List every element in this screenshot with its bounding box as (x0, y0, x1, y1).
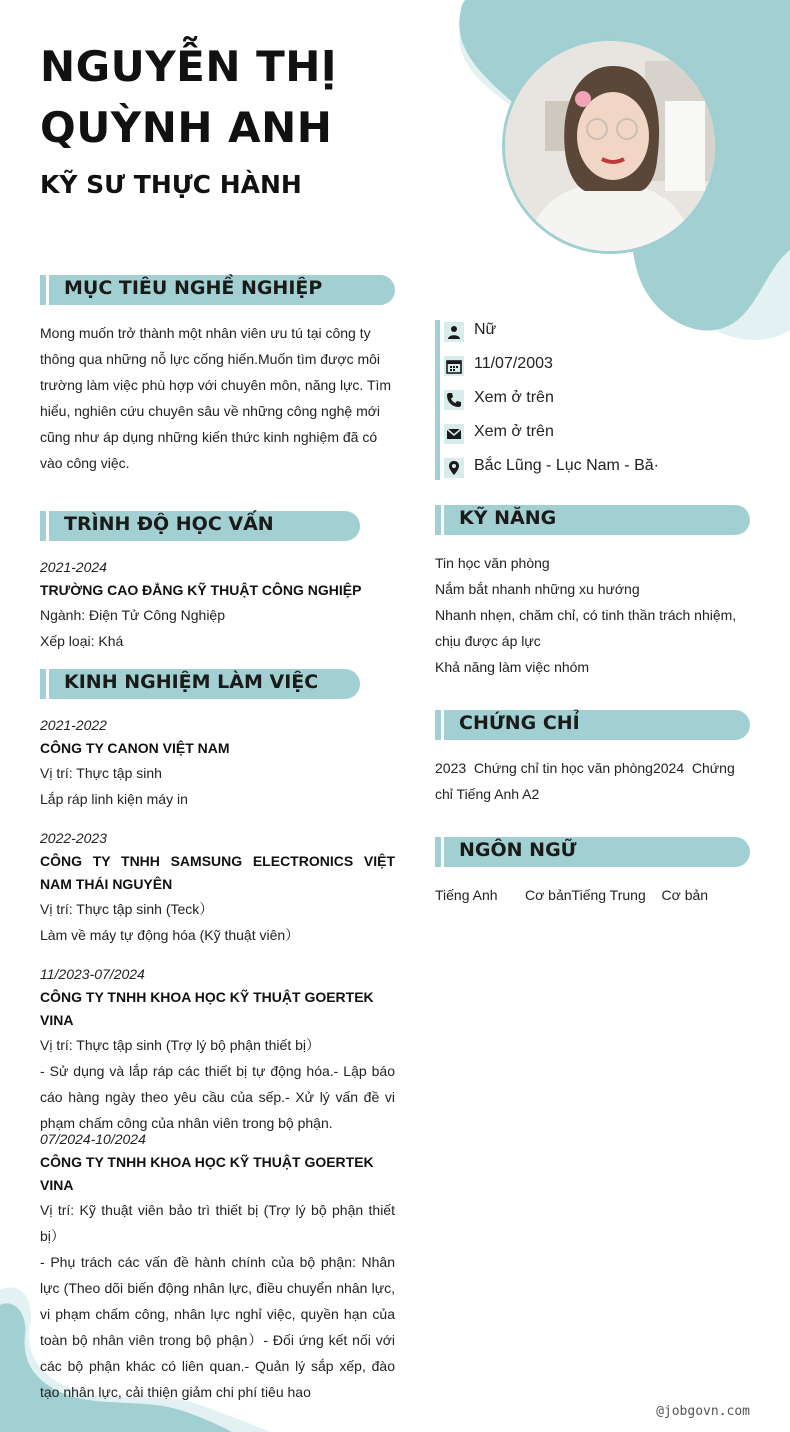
languages-heading-text: NGÔN NGỮ (459, 839, 577, 861)
language-level: Cơ bản (525, 887, 572, 903)
candidate-name (40, 36, 460, 158)
info-phone-text: Xem ở trên (474, 389, 554, 406)
watermark: @jobgovn.com (656, 1404, 750, 1419)
education-heading (40, 511, 360, 541)
skill-item: Nắm bắt nhanh những xu hướng (435, 581, 640, 597)
experience-description: - Sử dụng và lắp ráp các thiết bị tự động hóa.- Lập báo cáo hàng ngày theo yêu cầu của sếp.- Xử lý vấn đề vi phạm chấm công của nhân viên trong bộ phận. (40, 1063, 395, 1131)
user-icon (444, 322, 464, 342)
experience-entry-3 (40, 963, 395, 1136)
languages-heading (435, 837, 750, 867)
experience-company: CÔNG TY CANON VIỆT NAM (40, 740, 230, 756)
experience-heading (40, 669, 360, 699)
certificates-heading-text: CHỨNG CHỈ (459, 712, 580, 734)
location-icon (444, 458, 464, 478)
skill-item: Tin học văn phòng (435, 555, 550, 571)
name-line-2: QUỲNH ANH (40, 103, 333, 152)
name-line-1: NGUYỄN THỊ (40, 42, 338, 91)
experience-entry-2 (40, 827, 395, 948)
info-accent-bar (435, 320, 440, 480)
phone-icon (444, 390, 464, 410)
education-school: TRƯỜNG CAO ĐẲNG KỸ THUẬT CÔNG NGHIỆP (40, 582, 362, 598)
skills-heading-text: KỸ NĂNG (459, 507, 557, 529)
objective-text: Mong muốn trở thành một nhân viên ưu tú tại công ty thông qua những nỗ lực cống hiến.Muốn tìm được môi trường làm việc phù hợp với chuyên môn, năng lực. Tìm hiểu, nghiên cứu chuyên sâu về những công nghệ mới cũng như áp dụng những kiến thức kinh nghiệm đã có vào công việc. (40, 325, 392, 471)
experience-description: Lắp ráp linh kiện máy in (40, 791, 188, 807)
education-period: 2021-2024 (40, 559, 107, 575)
experience-period: 2022-2023 (40, 830, 107, 846)
experience-heading-text: KINH NGHIỆM LÀM VIỆC (64, 671, 319, 693)
calendar-icon (444, 356, 464, 376)
info-gender-text: Nữ (474, 321, 497, 338)
education-grade: Xếp loại: Khá (40, 633, 124, 649)
experience-description: Làm về máy tự động hóa (Kỹ thuật viên） (40, 927, 300, 943)
skills-list (435, 550, 750, 680)
objective-heading-text: MỤC TIÊU NGHỀ NGHIỆP (64, 277, 323, 299)
experience-period: 2021-2022 (40, 717, 107, 733)
languages-row (435, 882, 750, 908)
certificates-heading (435, 710, 750, 740)
experience-position: Vị trí: Thực tập sinh (Trợ lý bộ phận thiết bị） (40, 1037, 320, 1053)
experience-company: CÔNG TY TNHH KHOA HỌC KỸ THUẬT GOERTEK VINA (40, 989, 374, 1028)
info-birthday-text: 11/07/2003 (474, 355, 553, 372)
language-name: Tiếng Trung (571, 887, 646, 903)
experience-position: Vị trí: Kỹ thuật viên bảo trì thiết bị (Trợ lý bộ phận thiết bị） (40, 1202, 395, 1244)
profile-photo (502, 38, 718, 254)
experience-period: 07/2024-10/2024 (40, 1131, 146, 1147)
mail-icon (444, 424, 464, 444)
education-major: Ngành: Điện Tử Công Nghiệp (40, 607, 226, 623)
certificates-text: 2023 Chứng chỉ tin học văn phòng2024 Chứng chỉ Tiếng Anh A2 (435, 760, 739, 802)
info-email-text: Xem ở trên (474, 423, 554, 440)
language-name: Tiếng Anh (435, 887, 498, 903)
skills-heading (435, 505, 750, 535)
language-level: Cơ bản (661, 887, 709, 903)
experience-period: 11/2023-07/2024 (40, 966, 145, 982)
job-title: KỸ SƯ THỰC HÀNH (40, 170, 302, 199)
experience-entry-1 (40, 714, 395, 812)
skill-item: Khả năng làm việc nhóm (435, 659, 590, 675)
info-address-text: Bắc Lũng - Lục Nam - Bă· (474, 457, 659, 474)
education-entry (40, 556, 395, 654)
experience-company: CÔNG TY TNHH SAMSUNG ELECTRONICS VIỆT NAM THÁI NGUYÊN (40, 853, 395, 892)
profile-photo-image (505, 41, 715, 251)
experience-position: Vị trí: Thực tập sinh (40, 765, 162, 781)
experience-position: Vị trí: Thực tập sinh (Teck） (40, 901, 214, 917)
objective-heading (40, 275, 395, 305)
experience-entry-4 (40, 1128, 395, 1405)
education-heading-text: TRÌNH ĐỘ HỌC VẤN (64, 513, 274, 535)
skill-item: Nhanh nhẹn, chăm chỉ, có tinh thần trách nhiệm, chịu được áp lực (435, 607, 737, 649)
experience-company: CÔNG TY TNHH KHOA HỌC KỸ THUẬT GOERTEK VINA (40, 1154, 374, 1193)
experience-description: - Phụ trách các vấn đề hành chính của bộ phận: Nhân lực (Theo dõi biến động nhân lực, điều chuyển nhân lực, vi phạm chấm công, nhân lực nghỉ việc, quyền hạn của toàn bộ nhân viên trong bộ phận）- Đối ứng kết nối với các bộ phận khác có liên quan.- Quản lý sắp xếp, đào tạo nhân lực, cải thiện giảm chi phí tiêu hao (40, 1254, 395, 1400)
